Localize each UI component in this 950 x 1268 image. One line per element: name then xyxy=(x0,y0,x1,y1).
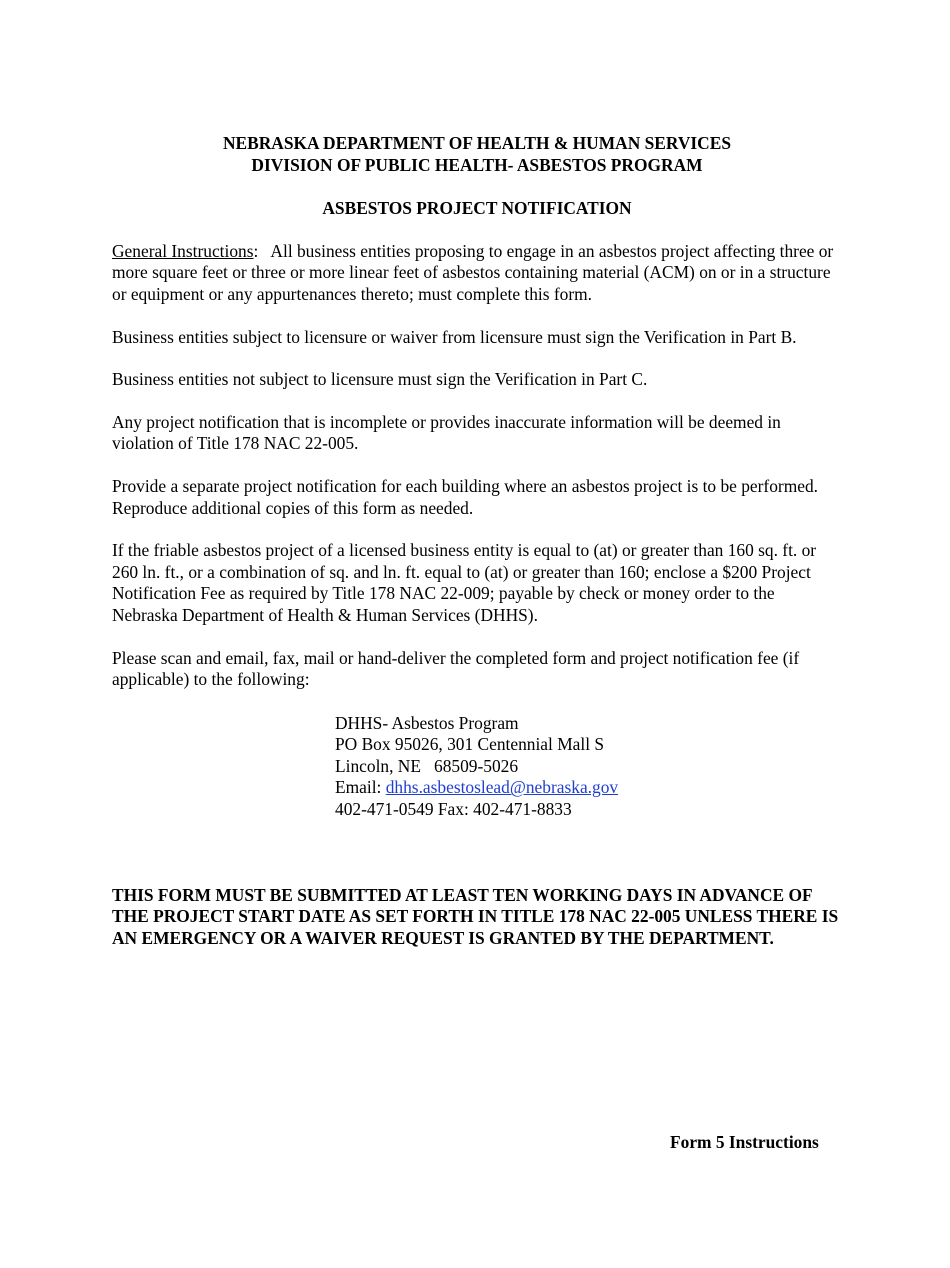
separate-notification-paragraph: Provide a separate project notification for each building where an asbestos project is to be performed. Reproduce additional copies of this form as needed. xyxy=(112,475,819,518)
page-title: ASBESTOS PROJECT NOTIFICATION xyxy=(322,198,632,219)
email-label: Email: xyxy=(335,777,386,798)
general-instructions-paragraph xyxy=(112,241,842,306)
part-c-paragraph: Business entities not subject to licensure must sign the Verification in Part C. xyxy=(112,369,648,390)
address-org: DHHS- Asbestos Program xyxy=(335,712,519,733)
email-link[interactable]: dhhs.asbestoslead@nebraska.gov xyxy=(385,777,619,798)
general-instructions-label: General Instructions xyxy=(112,240,254,261)
address-city: Lincoln, NE 68509-5026 xyxy=(335,755,519,776)
part-b-paragraph: Business entities subject to licensure or waiver from licensure must sign the Verification in Part B. xyxy=(112,326,797,347)
fee-paragraph: If the friable asbestos project of a licensed business entity is equal to (at) or greater than 160 sq. ft. or 260 ln. ft., or a combination of sq. and ln. ft. equal to (at) or greater than 160; enclose a $200 Project Notification Fee as required by Title 178 NAC 22-009; payable by check or money order to the Nebraska Department of Health & Human Services (DHHS). xyxy=(112,540,817,625)
document-page xyxy=(112,133,842,949)
submission-warning: THIS FORM MUST BE SUBMITTED AT LEAST TEN WORKING DAYS IN ADVANCE OF THE PROJECT START DATE AS SET FORTH IN TITLE 178 NAC 22-005 UNLESS THERE IS AN EMERGENCY OR A WAIVER REQUEST IS GRANTED BY THE DEPARTMENT. xyxy=(112,884,839,948)
form-footer-label: Form 5 Instructions xyxy=(670,1132,819,1152)
address-email-line xyxy=(335,777,842,799)
incomplete-paragraph: Any project notification that is incomplete or provides inaccurate information will be deemed in violation of Title 178 NAC 22-005. xyxy=(112,411,781,454)
division-name: DIVISION OF PUBLIC HEALTH- ASBESTOS PROGRAM xyxy=(251,154,703,175)
general-instructions-text: All business entities proposing to engage in an asbestos project affecting three or more square feet or three or more linear feet of asbestos containing material (ACM) on or in a structure or equipment or any appurtenances thereto; must complete this form. xyxy=(112,240,834,304)
agency-name: NEBRASKA DEPARTMENT OF HEALTH & HUMAN SERVICES xyxy=(222,133,731,153)
submit-paragraph: Please scan and email, fax, mail or hand-deliver the completed form and project notification fee (if applicable) to the following: xyxy=(112,647,800,690)
address-phone-fax: 402-471-0549 Fax: 402-471-8833 xyxy=(335,799,572,820)
general-instructions-sep: : xyxy=(253,240,271,261)
mailing-address xyxy=(335,713,842,821)
address-street: PO Box 95026, 301 Centennial Mall S xyxy=(335,734,605,755)
